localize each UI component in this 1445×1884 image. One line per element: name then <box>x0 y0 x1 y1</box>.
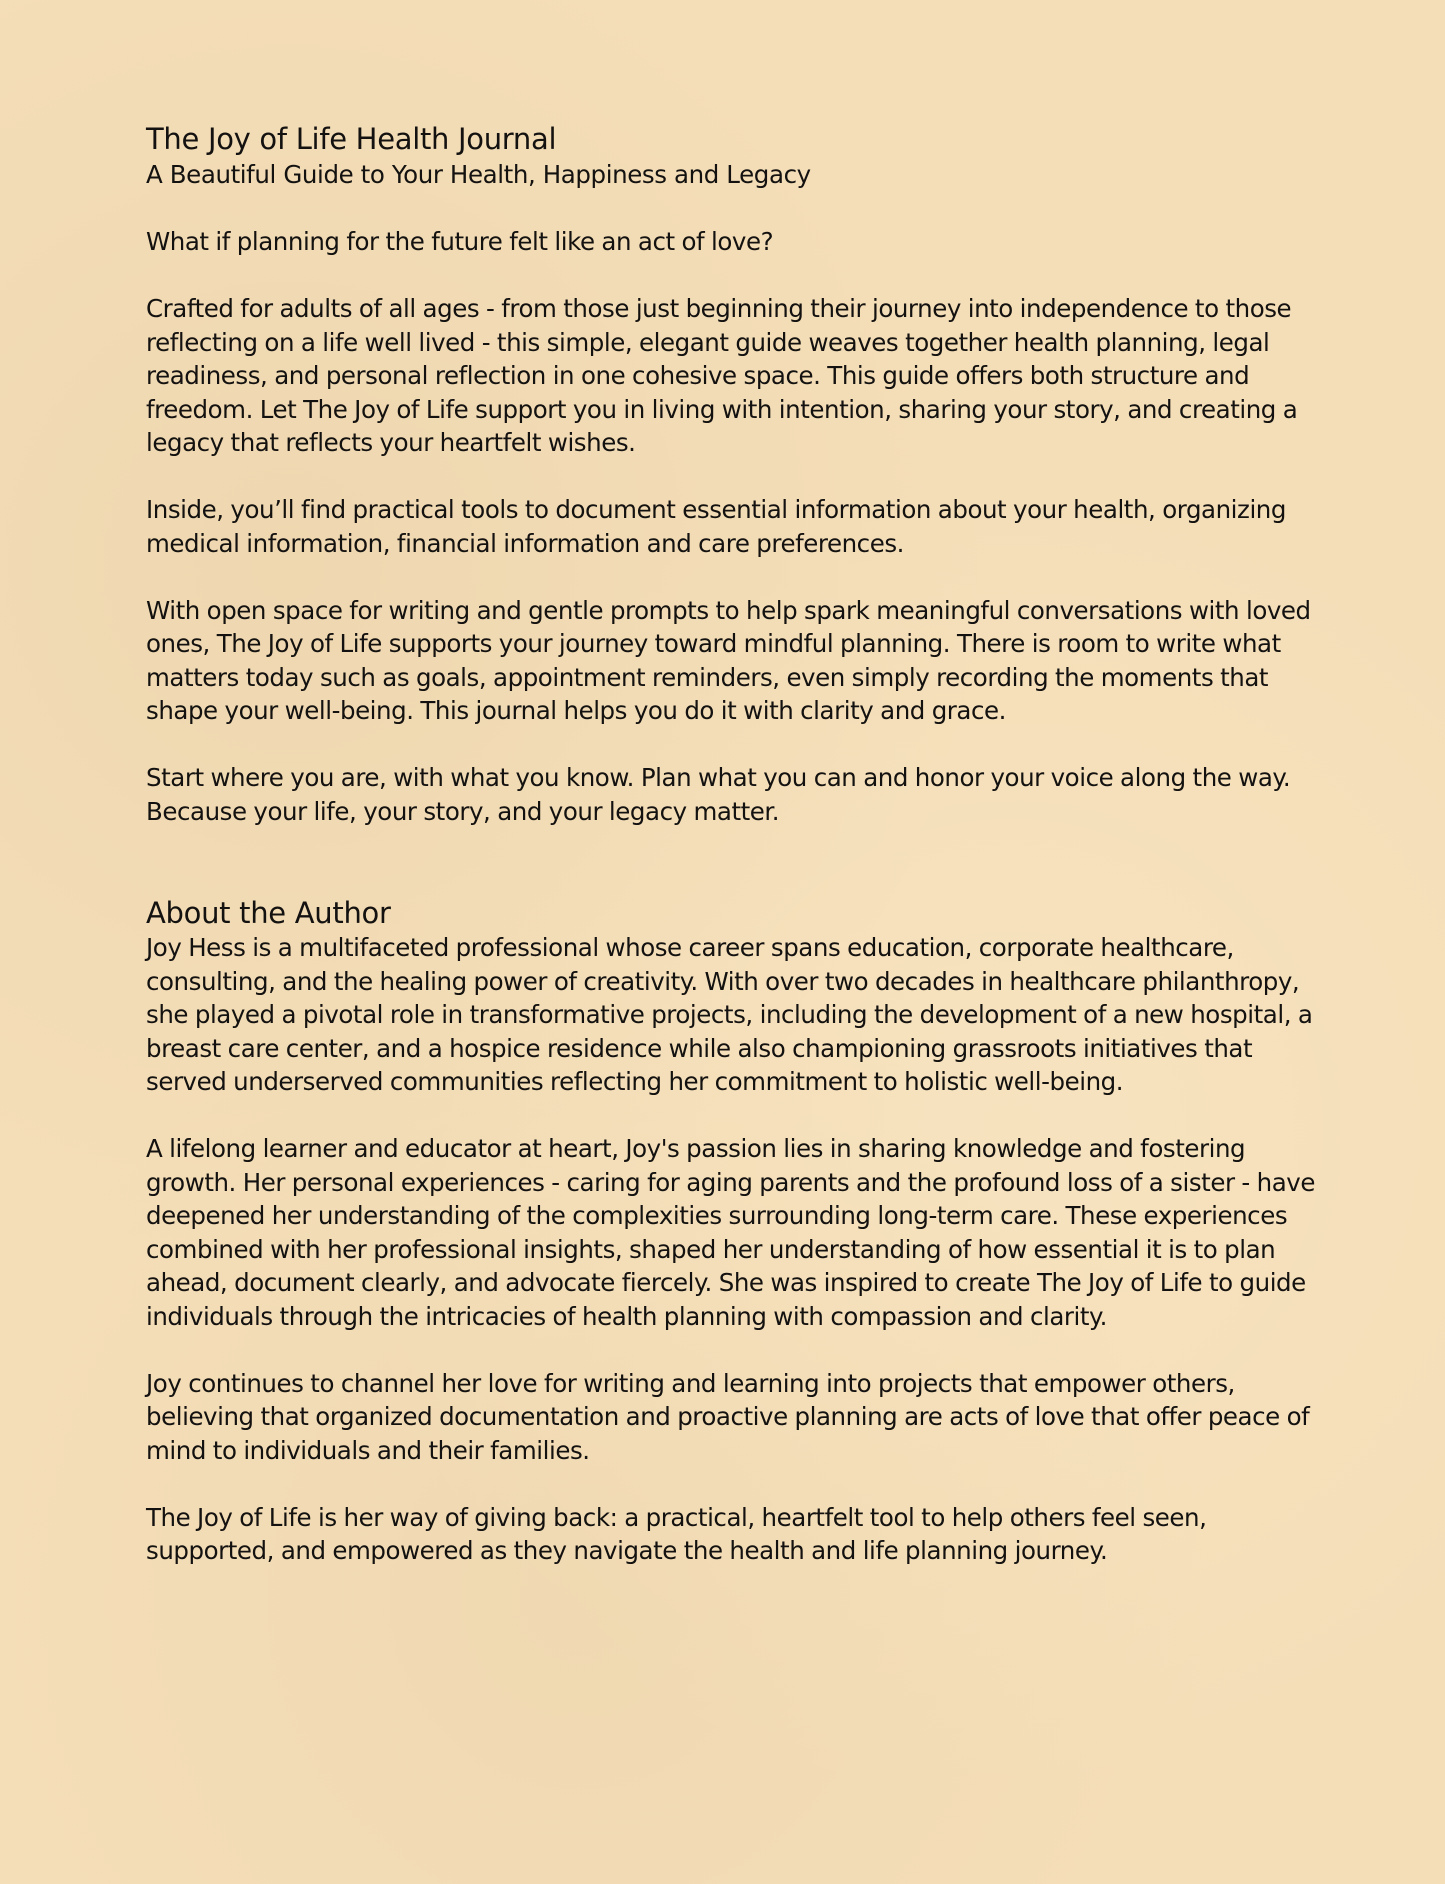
intro-paragraph-start: Start where you are, with what you know. Plan what you can and honor your voice along the way. Because your life, your story, and your legacy matter. <box>146 763 1291 826</box>
intro-question: What if planning for the future felt like an act of love? <box>146 227 774 256</box>
document-page <box>146 120 1326 1601</box>
intro-paragraph-open-space: With open space for writing and gentle prompts to help spark meaningful conversations with loved ones, The Joy of Life supports your journey toward mindful planning. There is room to write what matters today such as goals, appointment reminders, even simply recording the moments that shape your well-being. This journal helps you do it with clarity and grace. <box>146 595 1311 725</box>
document-subtitle: A Beautiful Guide to Your Health, Happiness and Legacy <box>146 160 811 189</box>
intro-paragraph-inside: Inside, you’ll find practical tools to document essential information about your health, organizing medical information, financial information and care preferences. <box>146 495 1286 558</box>
author-paragraph-giving-back: The Joy of Life is her way of giving back: a practical, heartfelt tool to help others feel seen, supported, and empowered as they navigate the health and life planning journey. <box>146 1502 1207 1565</box>
author-paragraph-continues: Joy continues to channel her love for writing and learning into projects that empower others, believing that organized documentation and proactive planning are acts of love that offer peace of mind to individuals and their families. <box>146 1368 1310 1465</box>
about-author-heading: About the Author <box>146 896 391 930</box>
author-paragraph-bio: Joy Hess is a multifaceted professional whose career spans education, corporate healthcare, consulting, and the healing power of creativity. With over two decades in healthcare philanthropy, she played a pivotal role in transformative projects, including the development of a new hospital, a breast care center, and a hospice residence while also championing grassroots initiatives that served underserved communities reflecting her commitment to holistic well-being. <box>146 933 1313 1096</box>
document-title: The Joy of Life Health Journal <box>146 122 557 156</box>
author-paragraph-learner: A lifelong learner and educator at heart, Joy's passion lies in sharing knowledge and fostering growth. Her personal experiences - caring for aging parents and the profound loss of a sister - have deepened her understanding of the complexities surrounding long-term care. These experiences combined with her professional insights, shaped her understanding of how essential it is to plan ahead, document clearly, and advocate fiercely. She was inspired to create The Joy of Life to guide individuals through the intricacies of health planning with compassion and clarity. <box>146 1134 1315 1331</box>
intro-paragraph-crafted: Crafted for adults of all ages - from those just beginning their journey into independence to those reflecting on a life well lived - this simple, elegant guide weaves together health planning, legal readiness, and personal reflection in one cohesive space. This guide offers both structure and freedom. Let The Joy of Life support you in living with intention, sharing your story, and creating a legacy that reflects your heartfelt wishes. <box>146 294 1298 457</box>
